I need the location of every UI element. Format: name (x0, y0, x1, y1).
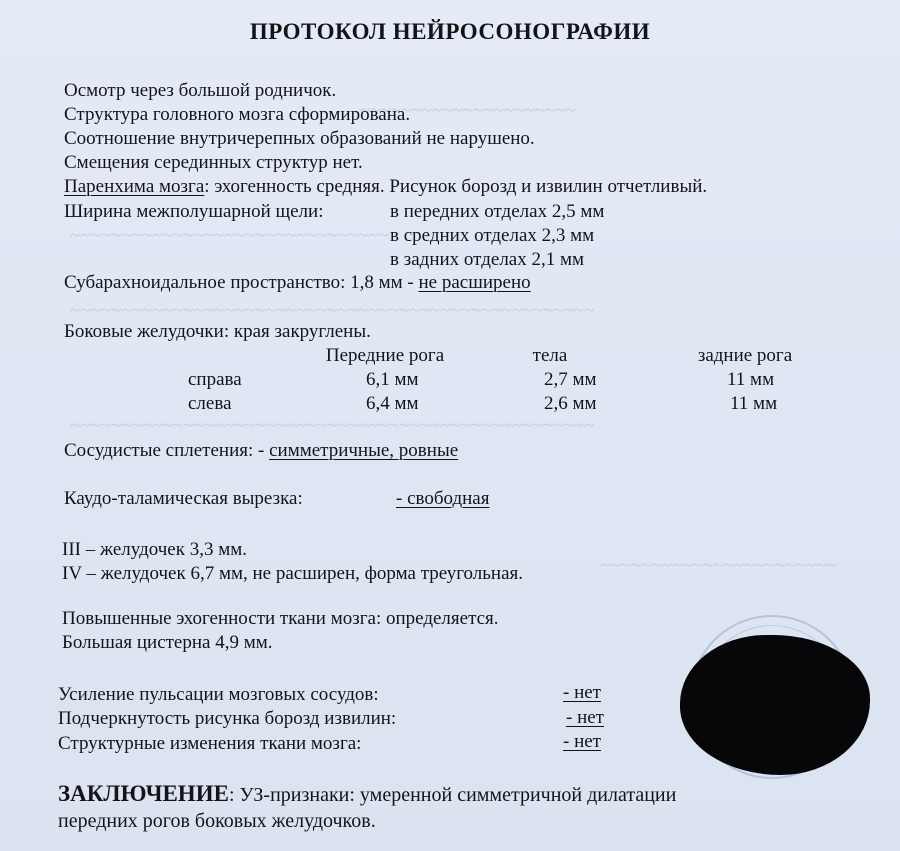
finding-value: - нет (563, 682, 601, 703)
caudo-label: Каудо-таламическая вырезка: (64, 488, 303, 509)
conclusion-text: : УЗ-признаки: умеренной симметричной дилатации (228, 784, 677, 806)
conclusion-line-2: передних рогов боковых желудочков. (58, 810, 376, 832)
plexus-label: Сосудистые сплетения: - (64, 440, 270, 461)
exam-line: Осмотр через большой родничок. (64, 80, 337, 101)
conclusion-label: ЗАКЛЮЧЕНИЕ (58, 781, 229, 806)
fissure-label: Ширина межполушарной щели: (64, 201, 324, 222)
show-through-text: ~~~~~~~~~~~~~~~~~~~~~ (360, 100, 576, 121)
fissure-middle: в средних отделах 2,3 мм (390, 225, 595, 246)
parenchyma-line (64, 175, 707, 198)
plexus-value: симметричные, ровные (269, 440, 459, 461)
fissure-back: в задних отделах 2,1 мм (390, 249, 585, 270)
parenchyma-text: : эхогенность средняя. Рисунок борозд и извилин отчетливый. (204, 176, 708, 197)
ventricles-intro: Боковые желудочки: края закруглены. (64, 321, 371, 342)
finding-label: Структурные изменения ткани мозга: (58, 733, 362, 754)
header-anterior-horns: Передние рога (325, 345, 445, 366)
document-title: ПРОТОКОЛ НЕЙРОСОНОГРАФИИ (249, 19, 651, 44)
right-anterior-value: 6,1 мм (366, 369, 419, 390)
left-body-value: 2,6 мм (544, 393, 597, 414)
row-side-right: справа (188, 369, 242, 390)
header-posterior-horns: задние рога (697, 345, 793, 366)
fourth-ventricle-line: IV – желудочек 6,7 мм, не расширен, форма треугольная. (62, 563, 524, 584)
finding-label: Усиление пульсации мозговых сосудов: (58, 684, 379, 705)
show-through-text: ~~~~~~~~~~~~~~~~~~~~~~~~~~~~~~~ (70, 225, 389, 246)
left-anterior-value: 6,4 мм (366, 393, 419, 414)
cistern-line: Большая цистерна 4,9 мм. (62, 632, 273, 653)
show-through-text: ~~~~~~~~~~~~~~~~~~~~~~~ (600, 555, 837, 576)
caudo-value: - свободная (396, 488, 490, 509)
subarachnoid-value: не расширено (418, 272, 531, 293)
subarachnoid-label: Субарахноидальное пространство: 1,8 мм - (64, 272, 419, 293)
shift-line: Смещения серединных структур нет. (64, 152, 363, 173)
ratio-line: Соотношение внутричерепных образований не нарушено. (64, 128, 535, 149)
header-bodies: тела (532, 345, 568, 366)
plexus-line (64, 439, 458, 462)
left-posterior-value: 11 мм (730, 393, 778, 414)
structure-line: Структура головного мозга сформирована. (64, 104, 411, 125)
finding-value: - нет (563, 731, 601, 752)
parenchyma-label: Паренхима мозга (64, 176, 205, 197)
right-body-value: 2,7 мм (544, 369, 597, 390)
echogenicity-line: Повышенные эхогенности ткани мозга: определяется. (62, 608, 499, 629)
finding-value: - нет (566, 707, 604, 728)
show-through-text: ~~~~~~~~~~~~~~~~~~~~~~~~~~~~~~~~~~~~~~~~~~~~~~~~~~~ (70, 415, 595, 436)
conclusion-line (58, 781, 676, 808)
subarachnoid-line (64, 271, 531, 294)
third-ventricle-line: III – желудочек 3,3 мм. (62, 539, 248, 560)
redaction-blot (680, 635, 870, 775)
right-posterior-value: 11 мм (727, 369, 775, 390)
row-side-left: слева (188, 393, 232, 414)
fissure-front: в передних отделах 2,5 мм (390, 201, 605, 222)
show-through-text: ~~~~~~~~~~~~~~~~~~~~~~~~~~~~~~~~~~~~~~~~~~~~~~~~~~~ (70, 300, 595, 321)
finding-label: Подчеркнутость рисунка борозд извилин: (58, 708, 397, 729)
